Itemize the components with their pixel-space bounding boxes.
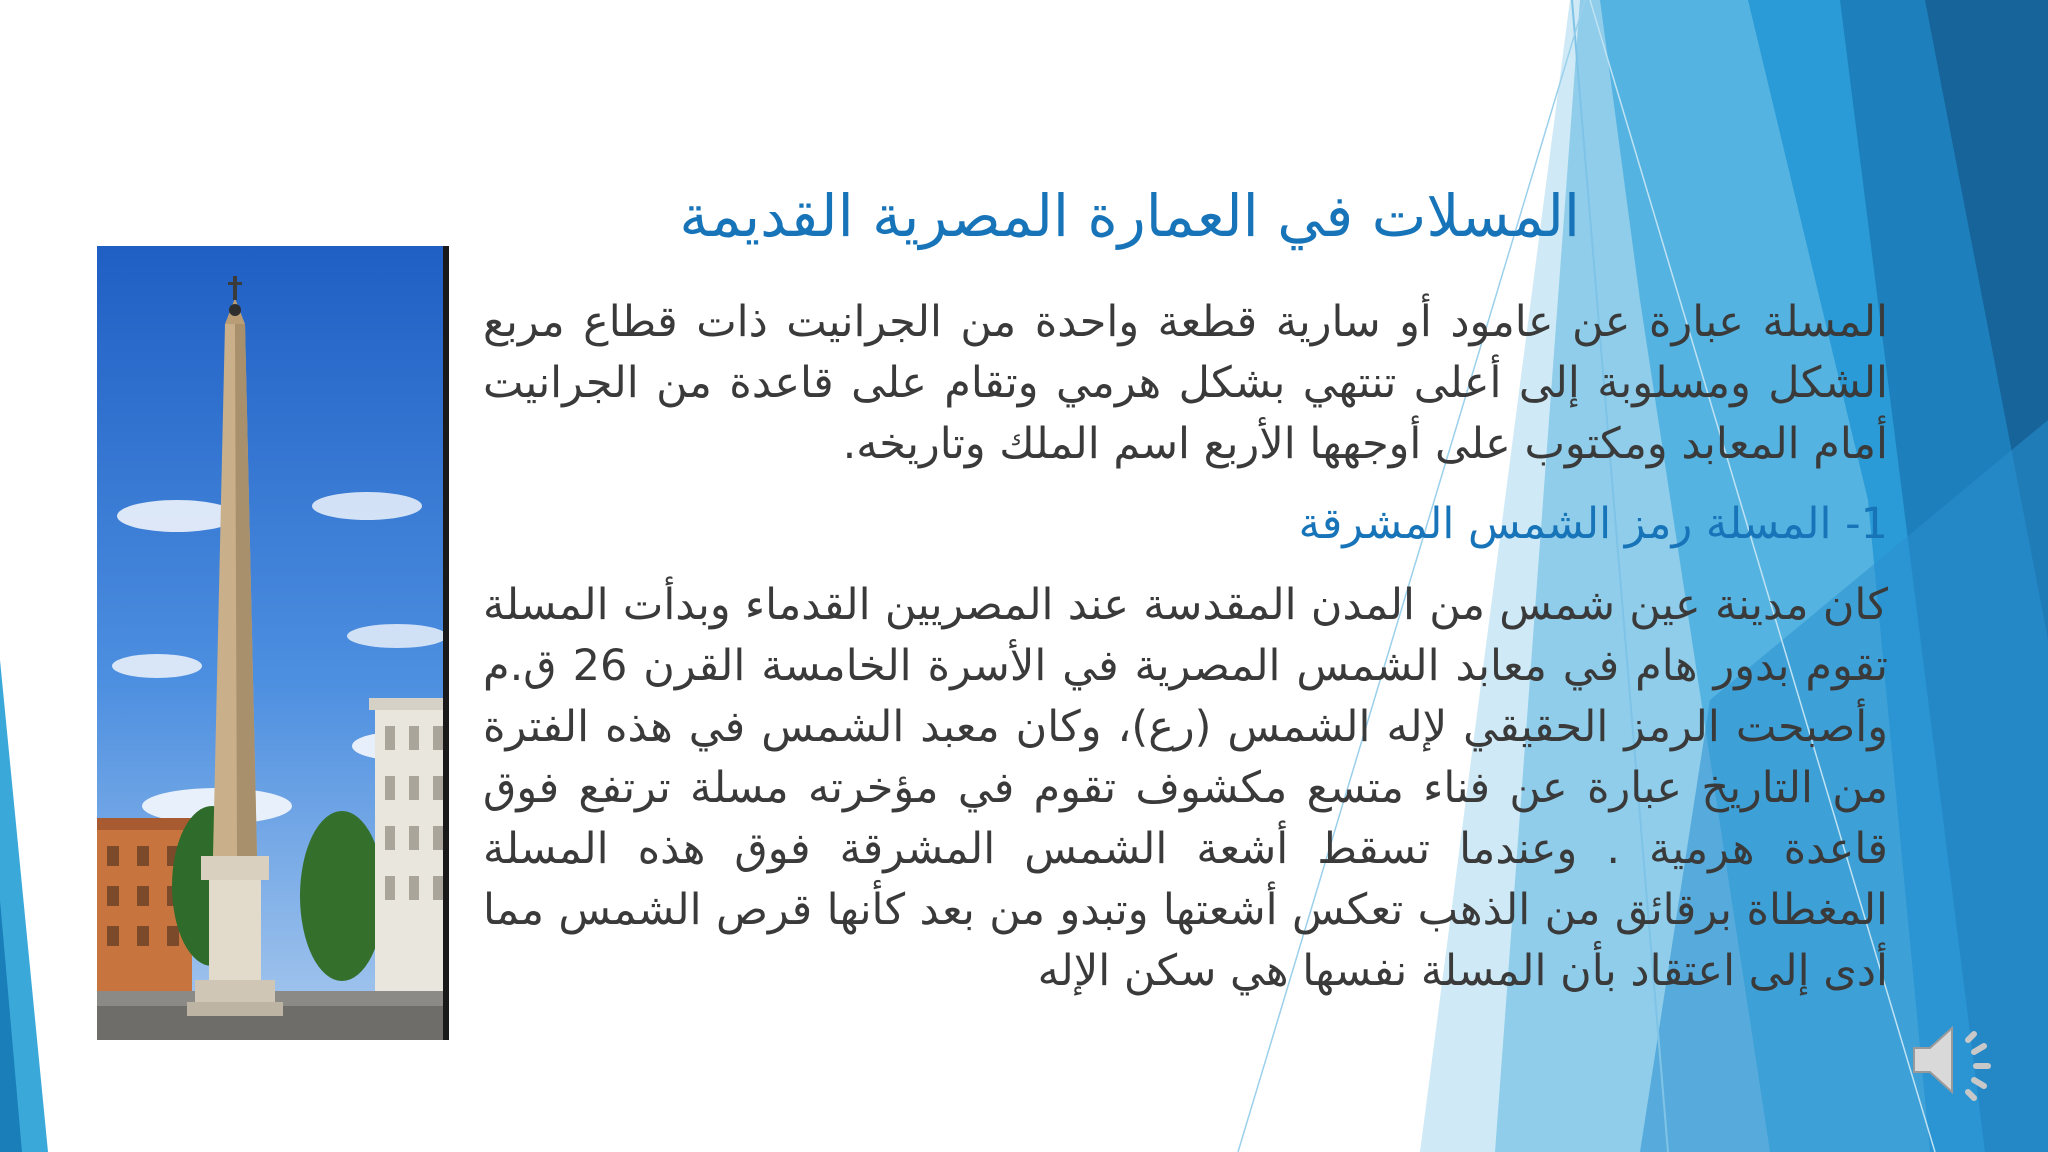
speaker-icon[interactable]: [1908, 1010, 2008, 1110]
paragraph-definition: المسلة عبارة عن عامود أو سارية قطعة واحدة من الجرانيت ذات قطاع مربع الشكل ومسلوبة إلى أعلى تنتهي بشكل هرمي وتقام على قاعدة من الجرانيت أمام المعابد ومكتوب على أوجهها الأربع اسم الملك وتاريخه.: [483, 297, 1888, 469]
obelisk-photo: [97, 246, 449, 1040]
subheading: 1- المسلة رمز الشمس المشرقة: [1298, 499, 1888, 549]
slide-body: [483, 292, 1888, 1002]
paragraph-sun-symbol: كان مدينة عين شمس من المدن المقدسة عند المصريين القدماء وبدأت المسلة تقوم بدور هام في معابد الشمس المصرية في الأسرة الخامسة القرن 26 ق.م وأصبحت الرمز الحقيقي لإله الشمس (رع)، وكان معبد الشمس في هذه الفترة من التاريخ عبارة عن فناء متسع مكشوف تقوم في مؤخرته مسلة ترتفع فوق قاعدة هرمية . وعندما تسقط أشعة الشمس المشرقة فوق هذه المسلة المغطاة برقائق من الذهب تعكس أشعتها وتبدو من بعد كأنها قرص الشمس مما أدى إلى اعتقاد بأن المسلة نفسها هي سكن الإله: [483, 580, 1888, 996]
slide-title: المسلات في العمارة المصرية القديمة: [679, 182, 1580, 250]
